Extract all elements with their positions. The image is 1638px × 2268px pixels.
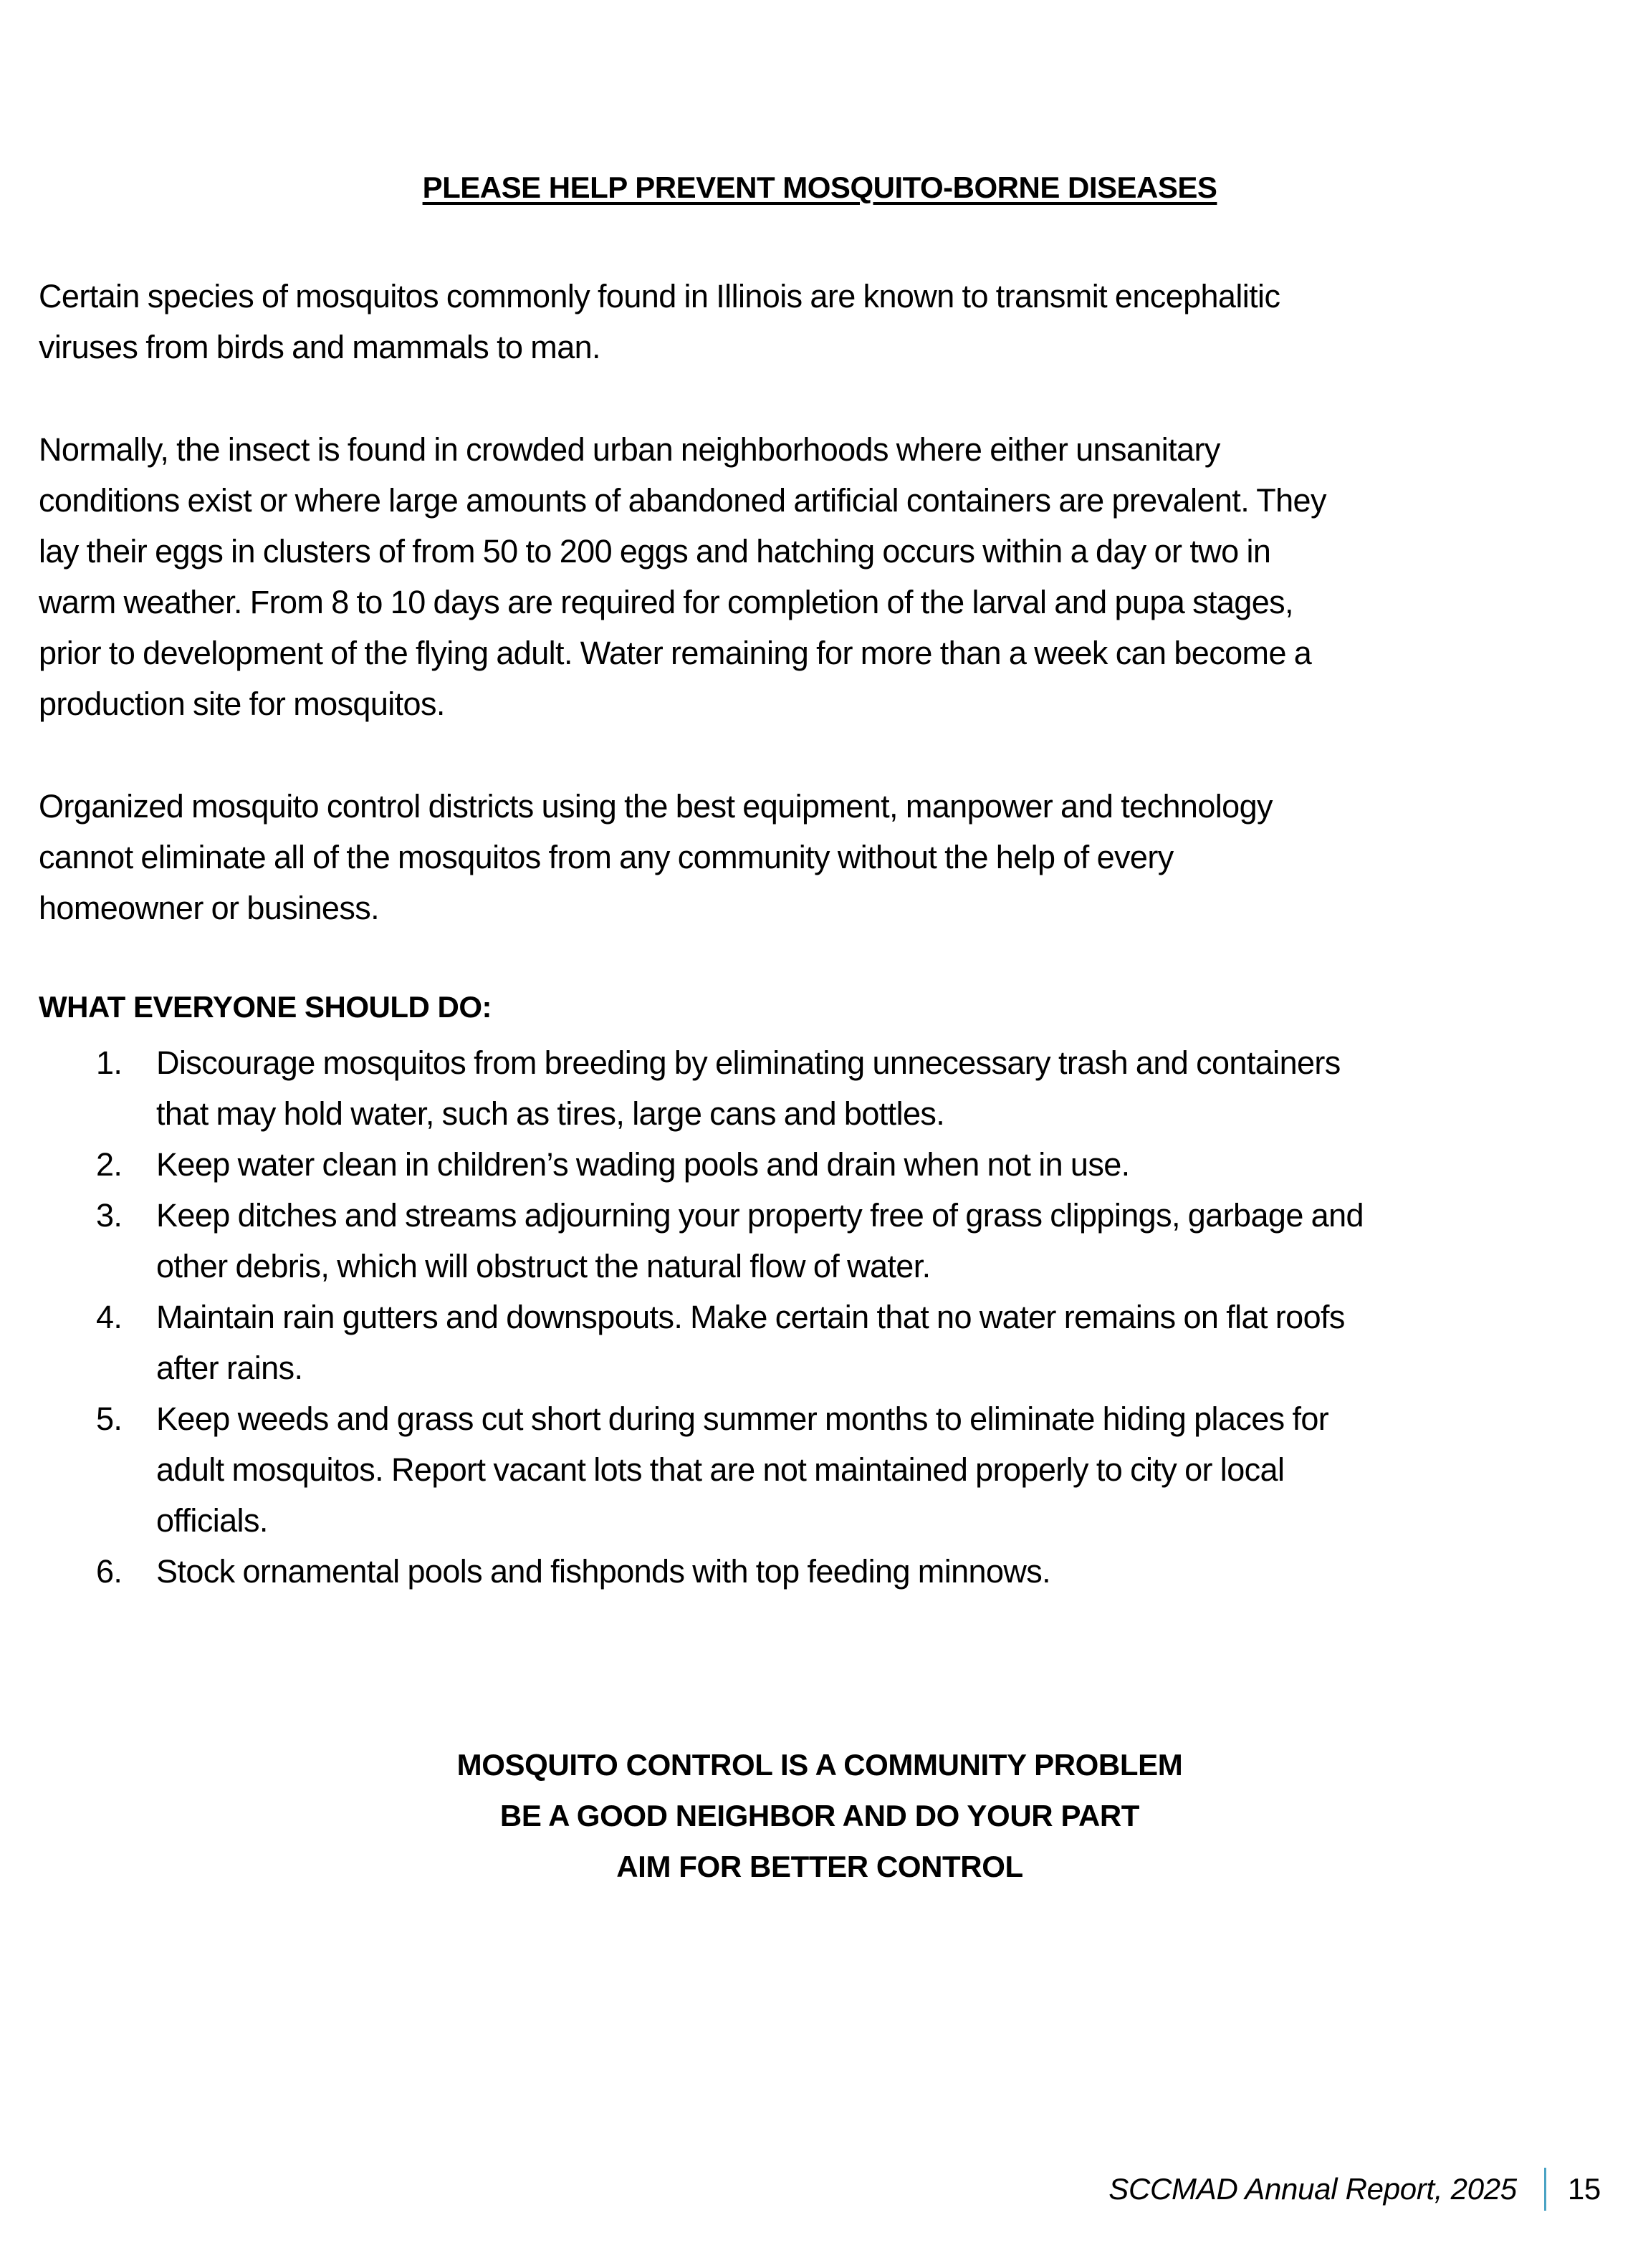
paragraph-habitat (39, 424, 1601, 729)
list-number: 2. (96, 1146, 123, 1183)
list-item (39, 1139, 1601, 1190)
paragraph-line: prior to development of the flying adult. Water remaining for more than a week can become a (39, 635, 1312, 671)
list-number: 1. (96, 1044, 123, 1081)
document-page (39, 0, 1601, 2268)
list-item (39, 1292, 1601, 1393)
page-title: PLEASE HELP PREVENT MOSQUITO-BORNE DISEASES (422, 170, 1217, 204)
page-number: 15 (1567, 2172, 1601, 2206)
paragraph-line: Organized mosquito control districts using the best equipment, manpower and technology (39, 788, 1273, 825)
paragraph-line: conditions exist or where large amounts of abandoned artificial containers are prevalent. They (39, 482, 1326, 519)
list-item-text: Maintain rain gutters and downspouts. Make certain that no water remains on flat roofs after rains. (156, 1299, 1345, 1386)
footer-report-title: SCCMAD Annual Report, 2025 (1108, 2172, 1517, 2206)
paragraph-community (39, 781, 1601, 933)
paragraph-line: homeowner or business. (39, 890, 380, 926)
paragraph-line: cannot eliminate all of the mosquitos from any community without the help of every (39, 839, 1174, 875)
paragraph-line: Certain species of mosquitos commonly found in Illinois are known to transmit encephalitic (39, 278, 1280, 314)
section-heading: WHAT EVERYONE SHOULD DO: (39, 990, 492, 1024)
paragraph-line: production site for mosquitos. (39, 686, 445, 722)
todo-list (39, 1037, 1601, 1597)
paragraph-line: viruses from birds and mammals to man. (39, 329, 600, 365)
list-item-text: Stock ornamental pools and fishponds with top feeding minnows. (156, 1553, 1051, 1590)
list-number: 3. (96, 1197, 123, 1234)
closing-message (39, 1739, 1601, 1892)
list-number: 5. (96, 1400, 123, 1437)
closing-line: AIM FOR BETTER CONTROL (616, 1850, 1023, 1883)
list-item (39, 1037, 1601, 1139)
list-item-text: Keep water clean in children’s wading pools and drain when not in use. (156, 1146, 1130, 1183)
list-number: 6. (96, 1553, 123, 1590)
footer-separator (1544, 2168, 1546, 2211)
list-item (39, 1546, 1601, 1597)
list-item-text: Discourage mosquitos from breeding by eliminating unnecessary trash and containers that may hold water, such as tires, large cans and bottles. (156, 1044, 1341, 1132)
paragraph-intro (39, 271, 1601, 373)
list-number: 4. (96, 1299, 123, 1335)
closing-line: MOSQUITO CONTROL IS A COMMUNITY PROBLEM (456, 1748, 1183, 1782)
paragraph-line: Normally, the insect is found in crowded urban neighborhoods where either unsanitary (39, 431, 1220, 468)
closing-line: BE A GOOD NEIGHBOR AND DO YOUR PART (499, 1799, 1140, 1832)
page-footer (1108, 2168, 1601, 2211)
list-item-text: Keep weeds and grass cut short during summer months to eliminate hiding places for adult mosquitos. Report vacant lots that are not maintained properly to city or local officials. (156, 1400, 1329, 1539)
paragraph-line: lay their eggs in clusters of from 50 to 200 eggs and hatching occurs within a day or two in (39, 533, 1271, 570)
list-item-text: Keep ditches and streams adjourning your property free of grass clippings, garbage and other debris, which will obstruct the natural flow of water. (156, 1197, 1364, 1284)
list-item (39, 1190, 1601, 1292)
paragraph-line: warm weather. From 8 to 10 days are required for completion of the larval and pupa stages, (39, 584, 1293, 620)
list-item (39, 1393, 1601, 1546)
